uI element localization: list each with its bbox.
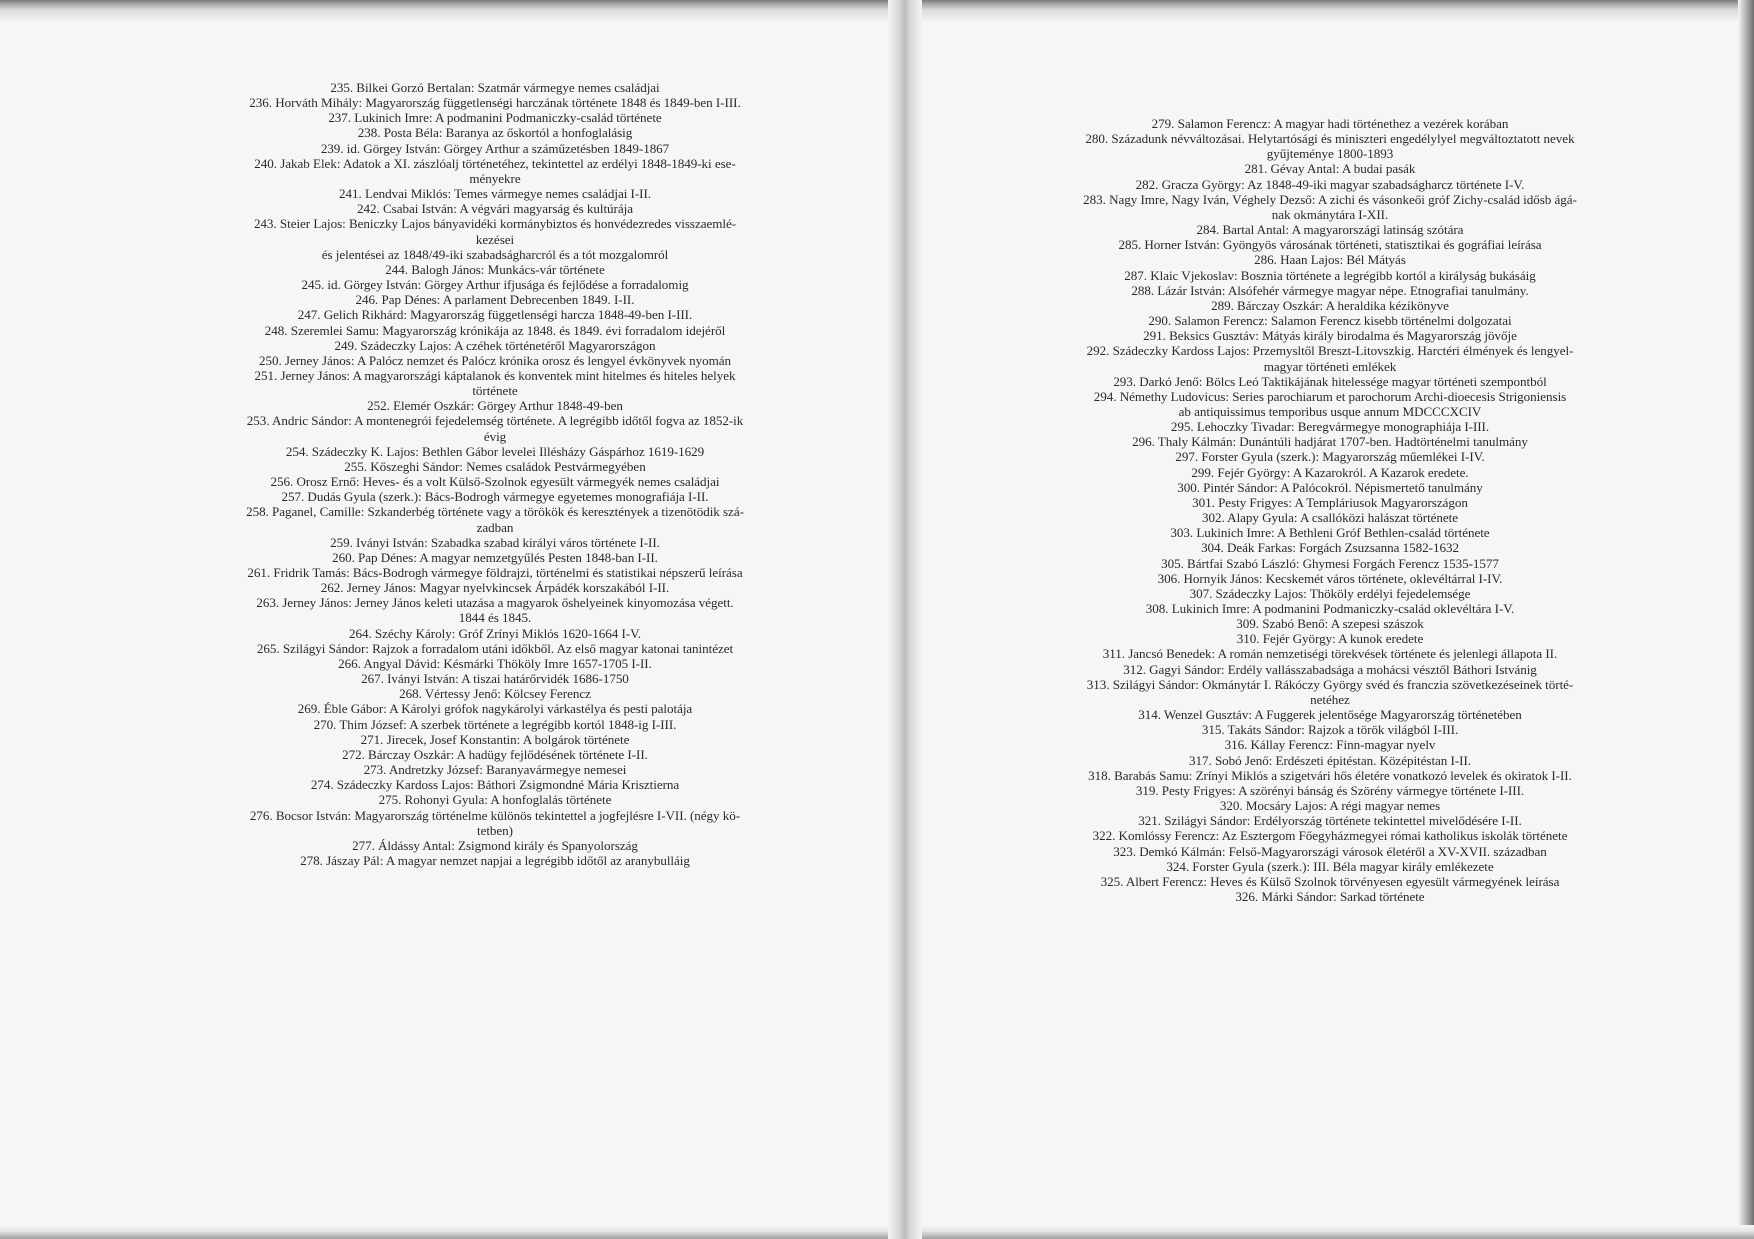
list-item-line: nak okmánytára I-XII. [1271,206,1389,222]
list-item-line: 277. Áldássy Antal: Zsigmond király és Spanyolország [352,837,638,853]
list-item [195,656,795,671]
list-item-line: 312. Gagyi Sándor: Erdély vallásszabadsága a mohácsi vésztől Báthori Istvánig [1123,661,1537,677]
list-item [1015,252,1645,267]
list-item-line: 248. Szeremlei Samu: Magyarország krónikája az 1848. és 1849. évi forradalom idejéről [264,322,726,338]
list-item-line: 282. Gracza György: Az 1848-49-iki magyar szabadságharcz története I-V. [1135,176,1525,192]
list-item [1015,753,1645,768]
list-item [195,277,795,292]
list-item-line: 301. Pesty Frigyes: A Templáriusok Magyarországon [1192,494,1468,510]
list-item-line: 302. Alapy Gyula: A csallóközi halászat története [1201,510,1459,526]
list-item-line: 246. Pap Dénes: A parlament Debrecenben 1849. I-II. [355,292,635,308]
list-item-line: 254. Szádeczky K. Lajos: Bethlen Gábor levelei Illésházy Gáspárhoz 1619-1629 [285,443,705,459]
list-item-line: 297. Forster Gyula (szerk.): Magyarország műemlékei I-IV. [1175,449,1485,465]
list-item [195,580,795,595]
list-item-line: 288. Lázár István: Alsófehér vármegye magyar népe. Etnografiai tanulmány. [1131,282,1529,298]
list-item-line: 263. Jerney János: Jerney János keleti utazása a magyarok őshelyeinek kinyomozása végett. [256,595,734,611]
list-item-line: ab antiquissimus temporibus usque annum MDCCCXCIV [1178,403,1482,419]
right-page-list [1015,116,1645,904]
list-item [195,671,795,686]
list-item [1015,298,1645,313]
list-item [1015,177,1645,192]
list-item [1015,343,1645,373]
list-item-line: 289. Bárczay Oszkár: A heraldika kézikönyve [1211,297,1449,313]
list-item [195,368,795,398]
page-top-edge-shadow [0,0,1754,22]
list-item-line: 265. Szilágyi Sándor: Rajzok a forradalom utáni időkből. Az első magyar katonai tanintézet [256,640,734,656]
list-item-line: 281. Gévay Antal: A budai pasák [1244,161,1416,177]
list-item-line: 325. Albert Ferencz: Heves és Külső Szolnok törvényesen egyesült vármegyének leírása [1100,873,1560,889]
list-item [1015,540,1645,555]
list-item [195,489,795,504]
list-item [195,307,795,322]
list-item-line: 255. Kőszeghi Sándor: Nemes családok Pestvármegyében [344,458,646,474]
list-item [195,777,795,792]
list-item-line: 245. id. Görgey István: Görgey Arthur ifjusága és fejlődése a forradalomig [301,277,689,293]
list-item-line: 261. Fridrik Tamás: Bács-Bodrogh vármegye földrajzi, történelmi és statistikai népszerű leírása [247,565,743,580]
list-item-line: 278. Jászay Pál: A magyar nemzet napjai a legrégibb időtől az aranybulláig [300,852,690,868]
list-item-line: 253. Andric Sándor: A montenegrói fejedelemség története. A legrégibb időtől fogva az 1852-ik [246,413,744,429]
list-item [195,474,795,489]
list-item [1015,465,1645,480]
list-item [1015,662,1645,677]
list-item [195,762,795,777]
list-item [195,717,795,732]
list-item-line: 310. Fejér György: A kunok eredete [1236,631,1424,647]
list-item [1015,389,1645,419]
list-item-line: 304. Deák Farkas: Forgách Zsuzsanna 1582-1632 [1201,540,1459,556]
list-item-line: 287. Klaic Vjekoslav: Bosznia története a legrégibb kortól a királyság bukásáig [1124,267,1536,283]
list-item [195,398,795,413]
list-item [195,353,795,368]
list-item-line: 1844 és 1845. [458,610,532,626]
list-item [195,141,795,156]
list-item-line: 250. Jerney János: A Palócz nemzet és Palócz krónika orosz és lengyel évkönyvek nyomán [258,352,732,368]
list-item-line: 243. Steier Lajos: Beniczky Lajos bányavidéki kormánybiztos és honvédezredes visszaemlé- [253,216,737,232]
list-item [195,186,795,201]
list-item-line: 267. Iványi István: A tiszai határőrvidék 1686-1750 [361,671,629,687]
list-item [195,853,795,868]
list-item-line: évig [483,428,507,444]
list-item [1015,783,1645,798]
list-item-line: 320. Mocsáry Lajos: A régi magyar nemes [1219,798,1441,814]
list-item [1015,798,1645,813]
list-item [1015,480,1645,495]
list-item-line: 307. Szádeczky Lajos: Thököly erdélyi fejedelemsége [1189,585,1471,601]
list-item [195,80,795,95]
list-item-line: 252. Elemér Oszkár: Görgey Arthur 1848-49-ben [367,398,623,414]
list-item-line: 300. Pintér Sándor: A Palócokról. Népismertető tanulmány [1177,479,1483,495]
list-item [1015,722,1645,737]
list-item [195,413,795,443]
list-item [195,701,795,716]
list-item-line: 241. Lendvai Miklós: Temes vármegye nemes családjai I-II. [339,186,651,202]
list-item [195,808,795,838]
list-item [195,201,795,216]
list-item [1015,434,1645,449]
list-item-line: 285. Horner István: Gyöngyös városának történeti, statisztikai és gográfiai leírása [1118,237,1542,253]
list-item [1015,192,1645,222]
list-item [195,565,795,580]
list-item-line: 315. Takáts Sándor: Rajzok a török világból I-III. [1201,722,1459,738]
list-item [1015,374,1645,389]
book-gutter [888,0,922,1239]
list-item [195,626,795,641]
list-item-line: 293. Darkó Jenő: Bölcs Leó Taktikájának hitelessége magyar történeti szempontból [1113,373,1547,389]
left-page-list [195,80,795,868]
list-item [195,535,795,550]
list-item [1015,859,1645,874]
list-item [1015,116,1645,131]
list-item-line: 247. Gelich Rikhárd: Magyarország függetlenségi harcza 1848-49-ben I-III. [297,307,693,323]
list-item [1015,616,1645,631]
list-item [195,732,795,747]
list-item-line: 242. Csabai István: A végvári magyarság és kultúrája [357,201,633,217]
page-right-edge-shadow [1738,0,1754,1239]
list-item [195,323,795,338]
list-item-line: és jelentései az 1848/49-iki szabadságharcról és a tót mozgalomról [321,246,669,262]
list-item [1015,631,1645,646]
list-item-line: netéhez [1310,691,1350,707]
list-item-line: 321. Szilágyi Sándor: Erdélyország története tekintettel mivelődésére I-II. [1138,813,1522,829]
list-item-line: 273. Andretzky József: Baranyavármegye nemesei [363,762,627,778]
list-item [195,686,795,701]
list-item-line: 319. Pesty Frigyes: A szörényi bánság és Szörény vármegye története I-III. [1135,782,1525,798]
list-item [1015,677,1645,707]
list-item-line: 279. Salamon Ferencz: A magyar hadi történethez a vezérek korában [1151,116,1509,131]
list-item [1015,707,1645,722]
list-item-line: 292. Szádeczky Kardoss Lajos: Przemysltől Breszt-Litovszkig. Harctéri élmények és lengyel- [1086,343,1574,359]
list-item-line: 296. Thaly Kálmán: Dunántúli hadjárat 1707-ben. Hadtörténelmi tanulmány [1132,434,1528,450]
list-item-line: 316. Kállay Ferencz: Finn-magyar nyelv [1224,737,1436,753]
list-item [1015,328,1645,343]
list-item [1015,828,1645,843]
list-item-line: 268. Vértessy Jenő: Kölcsey Ferencz [399,686,591,702]
list-item-line: 317. Sobó Jenő: Erdészeti épitéstan. Középitéstan I-II. [1189,752,1471,768]
list-item-line: tetben) [476,822,513,838]
list-item-line: zadban [476,519,514,535]
list-item-line: 308. Lukinich Imre: A podmanini Podmaniczky-család oklevéltára I-V. [1145,601,1515,616]
list-item-line: 280. Századunk névváltozásai. Helytartósági és miniszteri engedélylyel megváltoztatott nevek [1085,131,1575,147]
list-item [195,110,795,125]
list-item [195,444,795,459]
list-item-line: 323. Demkó Kálmán: Felső-Magyarországi városok életéről a XV-XVII. században [1113,843,1547,859]
list-item-line: 271. Jirecek, Josef Konstantin: A bolgárok története [360,731,630,747]
list-item-line: 262. Jerney János: Magyar nyelvkincsek Árpádék korszakából I-II. [320,580,670,596]
list-item [195,292,795,307]
list-item [1015,283,1645,298]
list-item-line: 276. Bocsor István: Magyarország történelme különös tekintettel a jogfejlésre I-VII. (négy kö- [249,807,741,823]
list-item [195,216,795,261]
list-item [195,838,795,853]
list-item [1015,571,1645,586]
list-item-line: 235. Bilkei Gorzó Bertalan: Szatmár vármegye nemes családjai [330,80,660,95]
list-item-line: 270. Thim József: A szerbek története a legrégibb kortól 1848-ig I-III. [313,716,677,732]
list-item-line: 303. Lukinich Imre: A Bethleni Gróf Bethlen-család története [1170,525,1490,541]
list-item-line: 291. Beksics Gusztáv: Mátyás király birodalma és Magyarország jövője [1143,328,1517,344]
list-item [1015,510,1645,525]
page-bottom-edge-shadow [0,1225,1754,1239]
list-item [1015,237,1645,252]
list-item-line: 264. Széchy Károly: Gróf Zrínyi Miklós 1620-1664 I-V. [348,625,642,641]
list-item-line: története [472,383,518,399]
list-item-line: 294. Némethy Ludovicus: Series parochiarum et parochorum Archi-dioecesis Strigoniensis [1093,388,1567,404]
list-item-line: 240. Jakab Elek: Adatok a XI. zászlóalj történetéhez, tekintettel az erdélyi 1848-1849-ki ese- [254,155,736,171]
list-item [1015,646,1645,661]
list-item [1015,449,1645,464]
list-item-line: 306. Hornyik János: Kecskemét város története, oklevéltárral I-IV. [1157,570,1503,586]
list-item [1015,495,1645,510]
list-item [1015,222,1645,237]
list-item-line: 295. Lehoczky Tivadar: Beregvármegye monographiája I-III. [1170,419,1490,435]
list-item [1015,601,1645,616]
list-item-line: 313. Szilágyi Sándor: Okmánytár I. Rákóczy György svéd és franczia szövetkezéseinek törté- [1086,676,1574,692]
list-item-line: 322. Komlóssy Ferencz: Az Esztergom Főegyházmegyei római katholikus iskolák története [1092,828,1568,844]
list-item-line: gyűjteménye 1800-1893 [1266,146,1394,162]
list-item [195,125,795,140]
list-item-line: 274. Szádeczky Kardoss Lajos: Báthori Zsigmondné Mária Krisztierna [310,777,680,793]
list-item [1015,813,1645,828]
list-item-line: 257. Dudás Gyula (szerk.): Bács-Bodrogh vármegye egyetemes monografiája I-II. [281,489,709,505]
list-item-line: 272. Bárczay Oszkár: A hadügy fejlődésének története I-II. [342,746,648,762]
list-item-line: 251. Jerney János: A magyarországi káptalanok és konventek mint hitelmes és hiteles helyek [254,367,736,383]
list-item-line: 236. Horváth Mihály: Magyarország függetlenségi harczának története 1848 és 1849-ben I-III. [249,95,741,111]
list-item-line: 269. Éble Gábor: A Károlyi grófok nagykárolyi várkastélya és pesti palotája [297,701,693,717]
list-item-line: 239. id. Görgey István: Görgey Arthur a száműzetésben 1849-1867 [320,140,670,156]
list-item [1015,586,1645,601]
list-item [1015,161,1645,176]
list-item [1015,525,1645,540]
list-item [195,641,795,656]
list-item-line: 283. Nagy Imre, Nagy Iván, Véghely Dezső: A zichi és vásonkeői gróf Zichy-család idősb ágá- [1083,191,1577,207]
list-item-line: 326. Márki Sándor: Sarkad története [1235,888,1425,904]
list-item [195,595,795,625]
list-item [1015,313,1645,328]
list-item [1015,844,1645,859]
list-item [195,747,795,762]
list-item-line: 314. Wenzel Gusztáv: A Fuggerek jelentősége Magyarország történetében [1138,707,1522,723]
list-item-line: 249. Szádeczky Lajos: A czéhek történetéről Magyarországon [334,337,656,353]
list-item-line: 299. Fejér György: A Kazarokról. A Kazarok eredete. [1191,464,1469,480]
list-item-line: magyar történeti emlékek [1263,358,1397,374]
list-item [1015,737,1645,752]
list-item-line: 266. Angyal Dávid: Késmárki Thököly Imre 1657-1705 I-II. [338,655,652,671]
list-item-line: 244. Balogh János: Munkács-vár története [385,261,605,277]
list-item-line: 284. Bartal Antal: A magyarországi latinság szótára [1196,222,1464,238]
list-item [195,792,795,807]
list-item-line: 238. Posta Béla: Baranya az őskortól a honfoglalásig [357,125,633,141]
list-item [195,156,795,186]
list-item [195,262,795,277]
list-item-line: 237. Lukinich Imre: A podmanini Podmaniczky-család története [328,110,662,126]
list-item-line: 305. Bártfai Szabó László: Ghymesi Forgách Ferencz 1535-1577 [1161,555,1499,571]
list-item [195,504,795,534]
list-item [195,338,795,353]
list-item [1015,131,1645,161]
list-item [1015,889,1645,904]
list-item [195,550,795,565]
list-item-line: ményekre [469,170,521,186]
list-item-line: 324. Forster Gyula (szerk.): III. Béla magyar király emlékezete [1166,858,1494,874]
list-item-line: 311. Jancsó Benedek: A román nemzetiségi törekvések története és jelenlegi állapota II. [1102,646,1558,662]
list-item [1015,268,1645,283]
list-item [1015,419,1645,434]
list-item-line: 259. Iványi István: Szabadka szabad királyi város története I-II. [330,534,660,550]
list-item [195,95,795,110]
list-item [1015,768,1645,783]
list-item [1015,874,1645,889]
list-item-line: kezései [475,231,515,247]
list-item-line: 309. Szabó Benő: A szepesi szászok [1236,616,1424,632]
list-item-line: 286. Haan Lajos: Bél Mátyás [1254,252,1406,268]
list-item-line: 275. Rohonyi Gyula: A honfoglalás története [378,792,612,808]
list-item-line: 258. Paganel, Camille: Szkanderbég története vagy a törökök és keresztények a tizenötödik szá- [246,504,744,520]
list-item [1015,556,1645,571]
list-item-line: 260. Pap Dénes: A magyar nemzetgyűlés Pesten 1848-ban I-II. [332,549,658,565]
list-item-line: 290. Salamon Ferencz: Salamon Ferencz kisebb történelmi dolgozatai [1148,313,1512,329]
list-item-line: 318. Barabás Samu: Zrínyi Miklós a szigetvári hős életére vonatkozó levelek és okiratok I-II. [1088,767,1572,783]
list-item-line: 256. Orosz Ernő: Heves- és a volt Külső-Szolnok egyesült vármegyék nemes családjai [270,474,720,490]
list-item [195,459,795,474]
